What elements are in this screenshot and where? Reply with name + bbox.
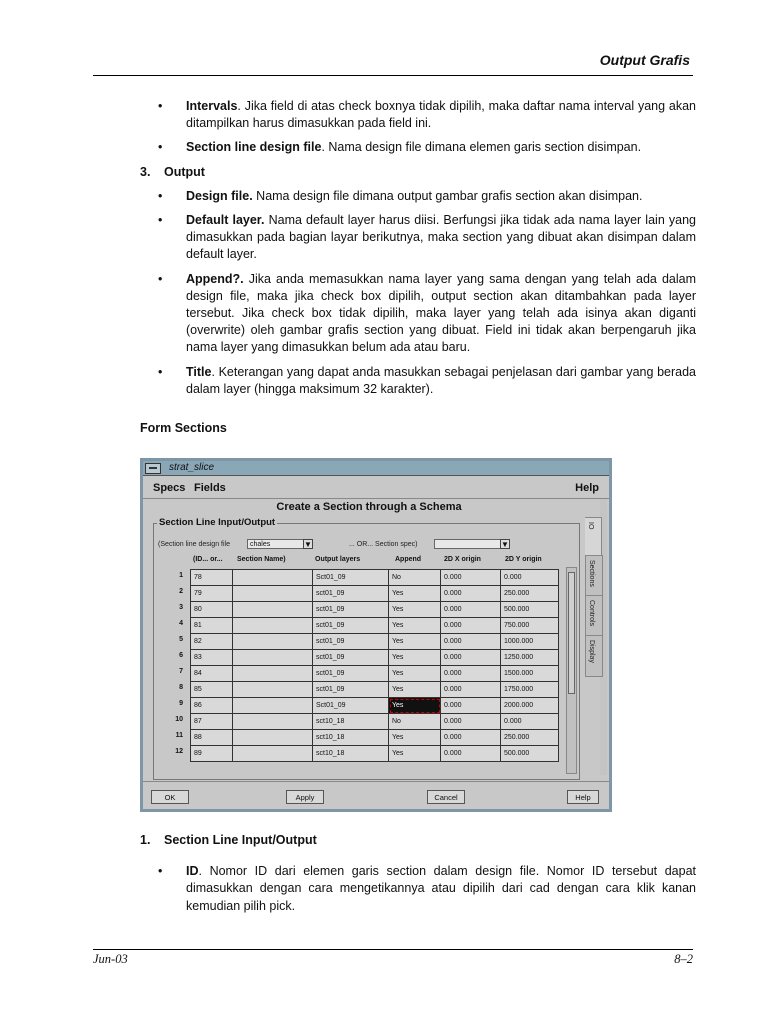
- cell-section-name[interactable]: [233, 682, 313, 698]
- window-titlebar[interactable]: [143, 461, 609, 476]
- cell-section-name[interactable]: [233, 618, 313, 634]
- cell-output-layer[interactable]: sct01_09: [313, 618, 389, 634]
- cell-x-origin[interactable]: 0.000: [441, 586, 501, 602]
- row-number: 12: [175, 748, 183, 755]
- cell-append[interactable]: Yes: [389, 746, 441, 762]
- button-separator: [143, 781, 609, 782]
- design-file-field[interactable]: chales: [247, 539, 305, 549]
- cell-append[interactable]: Yes: [389, 586, 441, 602]
- cell-output-layer[interactable]: sct01_09: [313, 650, 389, 666]
- cell-x-origin[interactable]: 0.000: [441, 714, 501, 730]
- cell-id[interactable]: 88: [191, 730, 233, 746]
- cell-section-name[interactable]: [233, 586, 313, 602]
- table-row: [191, 634, 559, 650]
- bullet-default-layer: • Default layer. Nama default layer harus diisi. Berfungsi jika tidak ada nama layer lain yang dimasukkan pada bagian layar berikutnya, maka section yang dibuat akan disimpan dalam default layer.: [158, 213, 696, 262]
- cell-id[interactable]: 82: [191, 634, 233, 650]
- table-row: [191, 650, 559, 666]
- section-line-io-heading: 1. Section Line Input/Output: [140, 833, 317, 847]
- sections-table: [190, 569, 559, 762]
- cell-x-origin[interactable]: 0.000: [441, 618, 501, 634]
- row-number: 3: [179, 604, 183, 611]
- footer-date: Jun-03: [93, 952, 128, 966]
- row-number: 9: [179, 700, 183, 707]
- table-scroll-thumb[interactable]: [568, 572, 575, 694]
- cell-output-layer[interactable]: sct01_09: [313, 634, 389, 650]
- table-row: [191, 746, 559, 762]
- cell-section-name[interactable]: [233, 602, 313, 618]
- cell-section-name[interactable]: [233, 730, 313, 746]
- page-header-title: Output Grafis: [599, 52, 690, 68]
- section-spec-dropdown-icon[interactable]: ▼: [501, 540, 509, 549]
- cell-section-name[interactable]: [233, 746, 313, 762]
- table-row: [191, 714, 559, 730]
- section-spec-label: ... OR... Section spec): [349, 541, 418, 548]
- cell-section-name[interactable]: [233, 714, 313, 730]
- window-menu-icon[interactable]: [145, 463, 161, 474]
- table-row: [191, 618, 559, 634]
- cell-x-origin[interactable]: 0.000: [441, 634, 501, 650]
- design-file-dropdown-icon[interactable]: ▼: [304, 540, 312, 549]
- row-number: 6: [179, 652, 183, 659]
- table-row: [191, 730, 559, 746]
- group-label: Section Line Input/Output: [159, 517, 276, 528]
- cell-x-origin[interactable]: 0.000: [441, 682, 501, 698]
- cell-append[interactable]: Yes: [389, 634, 441, 650]
- bullet-id: • ID. Nomor ID dari elemen garis section dalam design file. Nomor ID tersebut dapat dimasukkan dengan cara mengetikannya atau dipilih dari cad dengan cara klik kanan kemudian pilih pick.: [158, 864, 696, 913]
- row-number: 11: [175, 732, 183, 739]
- table-scrollbar[interactable]: [566, 567, 577, 774]
- row-number: 7: [179, 668, 183, 675]
- bullet-design-file: • Design file. Nama design file dimana output gambar grafis section akan disimpan.: [158, 188, 643, 203]
- table-row: [191, 602, 559, 618]
- cell-id[interactable]: 89: [191, 746, 233, 762]
- tab-io[interactable]: IO: [585, 517, 602, 557]
- cell-section-name[interactable]: [233, 634, 313, 650]
- col-header-2d-x-origin: 2D X origin: [444, 556, 481, 563]
- cell-append[interactable]: No: [389, 570, 441, 586]
- menu-specs[interactable]: Specs: [153, 482, 186, 494]
- cell-output-layer[interactable]: sct10_18: [313, 714, 389, 730]
- cell-section-name[interactable]: [233, 570, 313, 586]
- row-number: 4: [179, 620, 183, 627]
- cell-x-origin[interactable]: 0.000: [441, 730, 501, 746]
- ok-button[interactable]: OK: [151, 790, 189, 804]
- cell-output-layer[interactable]: sct10_18: [313, 730, 389, 746]
- lower-text: [140, 828, 696, 922]
- cell-y-origin[interactable]: 1750.000: [501, 682, 559, 698]
- cell-section-name[interactable]: [233, 650, 313, 666]
- apply-button[interactable]: Apply: [286, 790, 324, 804]
- table-row: [191, 570, 559, 586]
- cell-append[interactable]: Yes: [389, 618, 441, 634]
- bullet-title: • Title. Keterangan yang dapat anda masukkan sebagai penjelasan dari gambar yang berada dalam layer (hingga maksimum 32 karakter).: [158, 364, 696, 396]
- cell-x-origin[interactable]: 0.000: [441, 698, 501, 714]
- cell-y-origin[interactable]: 250.000: [501, 586, 559, 602]
- cell-append[interactable]: Yes: [389, 650, 441, 666]
- cell-x-origin[interactable]: 0.000: [441, 602, 501, 618]
- cell-y-origin[interactable]: 750.000: [501, 618, 559, 634]
- footer-rule: [93, 949, 693, 950]
- cell-append[interactable]: Yes: [389, 698, 441, 714]
- form-sections-heading: Form Sections: [140, 421, 227, 436]
- strat-slice-window: [140, 458, 612, 812]
- cell-id[interactable]: 78: [191, 570, 233, 586]
- cell-id[interactable]: 80: [191, 602, 233, 618]
- table-row: [191, 682, 559, 698]
- row-number: 2: [179, 588, 183, 595]
- cell-y-origin[interactable]: 1500.000: [501, 666, 559, 682]
- cell-section-name[interactable]: [233, 698, 313, 714]
- cell-x-origin[interactable]: 0.000: [441, 666, 501, 682]
- cell-id[interactable]: 87: [191, 714, 233, 730]
- cell-x-origin[interactable]: 0.000: [441, 650, 501, 666]
- col-header-output-layers: Output layers: [315, 556, 361, 563]
- tab-sections[interactable]: Sections: [585, 555, 603, 597]
- cell-id[interactable]: 79: [191, 586, 233, 602]
- table-row: [191, 698, 559, 714]
- cell-output-layer[interactable]: sct10_18: [313, 746, 389, 762]
- col-header-section-name: Section Name): [237, 556, 286, 563]
- cell-section-name[interactable]: [233, 666, 313, 682]
- col-header-append: Append: [395, 556, 422, 563]
- cell-y-origin[interactable]: 0.000: [501, 714, 559, 730]
- cell-x-origin[interactable]: 0.000: [441, 746, 501, 762]
- design-file-label: (Section line design file: [158, 541, 230, 548]
- col-header-id: (ID... or...: [193, 556, 223, 563]
- menu-fields[interactable]: Fields: [194, 482, 226, 494]
- cell-append[interactable]: No: [389, 714, 441, 730]
- cell-output-layer[interactable]: sct01_09: [313, 682, 389, 698]
- footer-page-number: 8–2: [674, 952, 693, 966]
- section-spec-field[interactable]: [434, 539, 502, 549]
- body-text: [140, 98, 696, 437]
- table-row: [191, 586, 559, 602]
- cell-append[interactable]: Yes: [389, 682, 441, 698]
- table-row: [191, 666, 559, 682]
- cell-id[interactable]: 83: [191, 650, 233, 666]
- cell-output-layer[interactable]: sct01_09: [313, 602, 389, 618]
- cell-id[interactable]: 84: [191, 666, 233, 682]
- cancel-button[interactable]: Cancel: [427, 790, 465, 804]
- cell-output-layer[interactable]: Sct01_09: [313, 698, 389, 714]
- window-title: strat_slice: [169, 462, 215, 473]
- row-number: 8: [179, 684, 183, 691]
- col-header-2d-y-origin: 2D Y origin: [505, 556, 542, 563]
- cell-x-origin[interactable]: 0.000: [441, 570, 501, 586]
- bullet-append: • Append?. Jika anda memasukkan nama layer yang sama dengan yang telah ada dalam design file, maka jika check box dipilih, output section akan ditambahkan pada layer tersebut. Jika check box tidak dipilih, maka layer yang telah ada isinya akan diganti (overwrite) oleh gambar grafis section yang dibuat. Field ini tidak akan berpengaruh jika nama layer yang dimasukkan belum ada atau baru.: [158, 271, 696, 355]
- cell-y-origin[interactable]: 250.000: [501, 730, 559, 746]
- menu-help[interactable]: Help: [575, 482, 599, 494]
- row-number: 10: [175, 716, 183, 723]
- cell-y-origin[interactable]: 500.000: [501, 602, 559, 618]
- cell-y-origin[interactable]: 500.000: [501, 746, 559, 762]
- cell-output-layer[interactable]: sct01_09: [313, 586, 389, 602]
- section-output-heading: 3. Output: [140, 164, 205, 179]
- bullet-section-line-design-file: • Section line design file. Nama design file dimana elemen garis section disimpan.: [158, 140, 642, 155]
- row-number: 5: [179, 636, 183, 643]
- row-number: 1: [179, 572, 183, 579]
- cell-y-origin[interactable]: 1250.000: [501, 650, 559, 666]
- cell-id[interactable]: 86: [191, 698, 233, 714]
- form-title: Create a Section through a Schema: [276, 501, 462, 513]
- cell-id[interactable]: 81: [191, 618, 233, 634]
- cell-y-origin[interactable]: 2000.000: [501, 698, 559, 714]
- cell-y-origin[interactable]: 1000.000: [501, 634, 559, 650]
- cell-append[interactable]: Yes: [389, 730, 441, 746]
- tab-display[interactable]: Display: [585, 635, 603, 677]
- cell-y-origin[interactable]: 0.000: [501, 570, 559, 586]
- header-rule: [93, 75, 693, 76]
- cell-append[interactable]: Yes: [389, 602, 441, 618]
- bullet-intervals: • Intervals. Jika field di atas check boxnya tidak dipilih, maka daftar nama interval yang akan ditampilkan harus dimasukkan pada field ini.: [158, 99, 696, 131]
- cell-output-layer[interactable]: sct01_09: [313, 666, 389, 682]
- cell-output-layer[interactable]: Sct01_09: [313, 570, 389, 586]
- menu-bar: [143, 476, 609, 499]
- help-button[interactable]: Help: [567, 790, 599, 804]
- cell-append[interactable]: Yes: [389, 666, 441, 682]
- tab-controls[interactable]: Controls: [585, 595, 603, 637]
- cell-id[interactable]: 85: [191, 682, 233, 698]
